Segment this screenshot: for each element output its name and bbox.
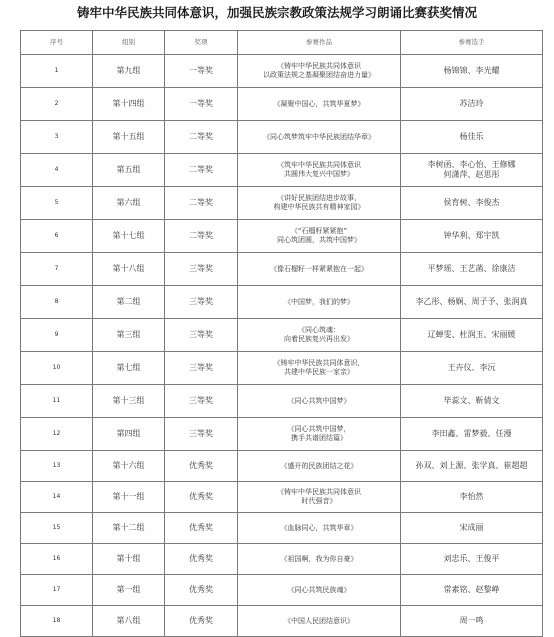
table-row [21, 220, 543, 253]
row-prize: 优秀奖 [165, 451, 238, 482]
table-header-row [21, 31, 543, 55]
row-participants: 侯育树、李俊杰 [401, 187, 543, 220]
row-prize: 一等奖 [165, 88, 238, 121]
row-prize: 三等奖 [165, 418, 238, 451]
row-number: 4 [21, 154, 93, 187]
row-prize: 三等奖 [165, 286, 238, 319]
row-number: 12 [21, 418, 93, 451]
table-row [21, 55, 543, 88]
row-group: 第九组 [93, 55, 165, 88]
row-work: 《筑牢中华民族共同体意识 共圆伟大复兴中国梦》 [238, 154, 401, 187]
row-participants: 辽蝉雯、杜润玉、宋丽媛 [401, 319, 543, 352]
row-group: 第一组 [93, 575, 165, 606]
row-participants: 毕蕊文、靳倩文 [401, 385, 543, 418]
row-participants: 刘忠乐、王俊平 [401, 544, 543, 575]
row-participants: 周一鸣 [401, 606, 543, 637]
table-row [21, 154, 543, 187]
header-prize: 奖项 [165, 31, 238, 55]
row-group: 第十组 [93, 544, 165, 575]
table-row [21, 606, 543, 637]
row-prize: 二等奖 [165, 187, 238, 220]
row-work: 《铸牢中华民族共同体意识 以政策法规之基凝聚团结奋进力量》 [238, 55, 401, 88]
row-number: 9 [21, 319, 93, 352]
row-participants: 孙双、刘上源、张学真、崔超超 [401, 451, 543, 482]
row-group: 第二组 [93, 286, 165, 319]
row-prize: 二等奖 [165, 154, 238, 187]
row-work: 《祖国啊，我为你自豪》 [238, 544, 401, 575]
row-work: 《同心共筑民族魂》 [238, 575, 401, 606]
row-number: 3 [21, 121, 93, 154]
row-work: 《铸牢中华民族共同体意识 时代强音》 [238, 482, 401, 513]
row-group: 第十一组 [93, 482, 165, 513]
row-work: 《凝聚中国心，共筑华夏梦》 [238, 88, 401, 121]
row-participants: 苏洁玲 [401, 88, 543, 121]
row-work: 《同心共筑中国梦》 [238, 385, 401, 418]
row-prize: 二等奖 [165, 121, 238, 154]
row-participants: 李田鑫、雷梦毅、任漫 [401, 418, 543, 451]
row-work: 《同心筑魂： 向着民族复兴再出发》 [238, 319, 401, 352]
row-work: 《同心共筑中国梦， 携手共谱团结篇》 [238, 418, 401, 451]
header-work: 参赛作品 [238, 31, 401, 55]
row-number: 1 [21, 55, 93, 88]
row-group: 第十六组 [93, 451, 165, 482]
table-row [21, 575, 543, 606]
row-work: 《盛开的民族团结之花》 [238, 451, 401, 482]
table-row [21, 385, 543, 418]
table-row [21, 253, 543, 286]
row-work: 《像石榴籽一样紧紧抱在一起》 [238, 253, 401, 286]
row-number: 11 [21, 385, 93, 418]
row-number: 8 [21, 286, 93, 319]
row-number: 18 [21, 606, 93, 637]
row-group: 第七组 [93, 352, 165, 385]
row-group: 第十七组 [93, 220, 165, 253]
row-work: 《中国梦，我们的梦》 [238, 286, 401, 319]
row-group: 第十八组 [93, 253, 165, 286]
row-work: 《铸牢中华民族共同体意识， 共建中华民族一家亲》 [238, 352, 401, 385]
table-row [21, 187, 543, 220]
row-prize: 二等奖 [165, 220, 238, 253]
table-row [21, 352, 543, 385]
row-number: 14 [21, 482, 93, 513]
row-number: 7 [21, 253, 93, 286]
row-work: 《讲好民族团结进步故事， 构建中华民族共有精神家园》 [238, 187, 401, 220]
row-participants: 李怡然 [401, 482, 543, 513]
table-row [21, 482, 543, 513]
row-number: 2 [21, 88, 93, 121]
row-work: 《血脉同心，共筑华章》 [238, 513, 401, 544]
table-row [21, 319, 543, 352]
row-prize: 优秀奖 [165, 513, 238, 544]
row-participants: 杨锦锦、李光耀 [401, 55, 543, 88]
header-group: 组别 [93, 31, 165, 55]
row-group: 第十五组 [93, 121, 165, 154]
row-prize: 三等奖 [165, 319, 238, 352]
table-row [21, 286, 543, 319]
row-participants: 李乙彤、杨娴、周子予、张润真 [401, 286, 543, 319]
row-work: 《中国人民团结意识》 [238, 606, 401, 637]
row-prize: 三等奖 [165, 253, 238, 286]
row-number: 10 [21, 352, 93, 385]
row-participants: 李树函、李心怡、王修娜 何潇萍、赵思彤 [401, 154, 543, 187]
row-participants: 常素铭、赵黎峥 [401, 575, 543, 606]
row-number: 5 [21, 187, 93, 220]
table-row [21, 88, 543, 121]
row-number: 6 [21, 220, 93, 253]
document-title: 铸牢中华民族共同体意识，加强民族宗教政策法规学习朗诵比赛获奖情况 [76, 5, 477, 20]
row-group: 第五组 [93, 154, 165, 187]
row-prize: 优秀奖 [165, 575, 238, 606]
row-work: 《“石榴籽紧紧抱” 同心筑团圆，共筑中国梦》 [238, 220, 401, 253]
row-group: 第十二组 [93, 513, 165, 544]
table-row [21, 121, 543, 154]
row-prize: 优秀奖 [165, 544, 238, 575]
table-body [21, 55, 543, 637]
header-number: 序号 [21, 31, 93, 55]
row-participants: 杨佳乐 [401, 121, 543, 154]
row-participants: 王卉仪、李沅 [401, 352, 543, 385]
row-work: 《同心筑梦筑牢中华民族团结华章》 [238, 121, 401, 154]
row-number: 13 [21, 451, 93, 482]
table-row [21, 418, 543, 451]
row-prize: 三等奖 [165, 352, 238, 385]
awards-table [20, 30, 543, 637]
row-group: 第十三组 [93, 385, 165, 418]
row-number: 17 [21, 575, 93, 606]
row-group: 第四组 [93, 418, 165, 451]
row-participants: 宋成丽 [401, 513, 543, 544]
row-participants: 平梦瑶、王艺菡、徐康洁 [401, 253, 543, 286]
row-group: 第六组 [93, 187, 165, 220]
table-row [21, 513, 543, 544]
row-prize: 优秀奖 [165, 482, 238, 513]
row-group: 第八组 [93, 606, 165, 637]
row-participants: 钟华利、郑宇凯 [401, 220, 543, 253]
header-participants: 参赛选手 [401, 31, 543, 55]
row-number: 15 [21, 513, 93, 544]
row-prize: 一等奖 [165, 55, 238, 88]
row-group: 第十四组 [93, 88, 165, 121]
table-row [21, 544, 543, 575]
table-row [21, 451, 543, 482]
row-prize: 优秀奖 [165, 606, 238, 637]
row-prize: 三等奖 [165, 385, 238, 418]
row-number: 16 [21, 544, 93, 575]
row-group: 第三组 [93, 319, 165, 352]
